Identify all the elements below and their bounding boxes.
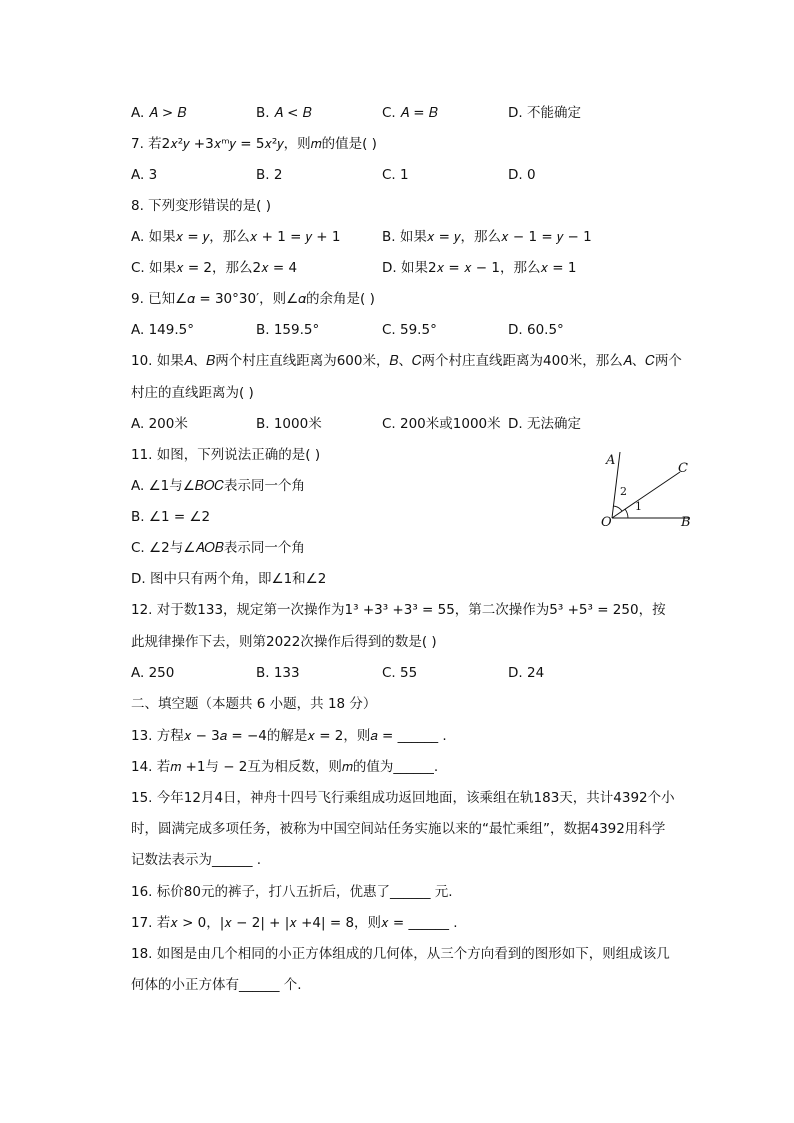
q7-option-c: C. 1 [382, 167, 409, 183]
q18-line2: 何体的小正方体有______ 个. [131, 977, 302, 993]
q12-stem-line1: 12. 对于数133，规定第一次操作为1³ +3³ +3³ = 55，第二次操作为5³ +5³ = 250，按 [131, 602, 666, 618]
q14: 14. 若𝑚 +1与 − 2互为相反数，则𝑚的值为______. [131, 759, 439, 775]
q12-option-d: D. 24 [508, 665, 545, 681]
q11-option-a: A. ∠1与∠𝐵𝑂𝐶表示同一个角 [131, 478, 305, 494]
q9-option-b: B. 159.5° [256, 322, 320, 338]
q8-option-a: A. 如果𝑥 = 𝑦，那么𝑥 + 1 = 𝑦 + 1 [131, 229, 341, 245]
q8-option-b: B. 如果𝑥 = 𝑦，那么𝑥 − 1 = 𝑦 − 1 [382, 229, 592, 245]
q12-stem-line2: 此规律操作下去，则第2022次操作后得到的数是( ) [131, 634, 437, 650]
q6-option-a: A. 𝐴 > 𝐵 [131, 105, 187, 121]
label-c: C [678, 461, 688, 476]
q11-option-c: C. ∠2与∠𝐴𝑂𝐵表示同一个角 [131, 540, 305, 556]
q6-option-c: C. 𝐴 = 𝐵 [382, 105, 438, 121]
q8-option-d: D. 如果2𝑥 = 𝑥 − 1，那么𝑥 = 1 [382, 260, 577, 276]
q9-stem: 9. 已知∠𝛼 = 30°30′，则∠𝛼的余角是( ) [131, 291, 375, 307]
q11-angle-figure [592, 448, 702, 532]
q7-options [131, 166, 691, 184]
angle-arc-1 [625, 509, 628, 518]
q10-option-a: A. 200米 [131, 416, 188, 432]
section-heading-fill-in: 二、填空题（本题共 6 小题，共 18 分） [131, 696, 377, 712]
q9-options [131, 321, 691, 339]
q10-options [131, 415, 691, 433]
q8-stem: 8. 下列变形错误的是( ) [131, 198, 271, 214]
q10-stem-line2: 村庄的直线距离为( ) [131, 385, 254, 401]
q13: 13. 方程𝑥 − 3𝑎 = −4的解是𝑥 = 2，则𝑎 = ______ . [131, 728, 447, 744]
q11-option-b: B. ∠1 = ∠2 [131, 509, 211, 525]
label-b: B [681, 515, 691, 530]
q8-options-ab [131, 228, 691, 246]
q10-stem-line1: 10. 如果𝐴、𝐵两个村庄直线距离为600米，𝐵、𝐶两个村庄直线距离为400米，那么𝐴、𝐶两个 [131, 353, 682, 369]
label-a: A [606, 453, 616, 468]
q10-option-c: C. 200米或1000米 [382, 416, 501, 432]
label-angle-2: 2 [620, 485, 627, 498]
angle-arc-2 [613, 506, 622, 511]
q16: 16. 标价80元的裤子，打八五折后，优惠了______ 元. [131, 884, 453, 900]
label-o: O [601, 515, 612, 530]
q12-options [131, 664, 691, 682]
q15-line3: 记数法表示为______ . [131, 852, 262, 868]
q8-option-c: C. 如果𝑥 = 2，那么2𝑥 = 4 [131, 260, 298, 276]
q9-option-a: A. 149.5° [131, 322, 194, 338]
q7-option-d: D. 0 [508, 167, 536, 183]
q6-option-b: B. 𝐴 < 𝐵 [256, 105, 312, 121]
q12-option-b: B. 133 [256, 665, 300, 681]
q6-options [131, 104, 691, 122]
q17: 17. 若𝑥 > 0，|𝑥 − 2| + |𝑥 +4| = 8，则𝑥 = ______ . [131, 915, 458, 931]
q12-option-a: A. 250 [131, 665, 175, 681]
label-angle-1: 1 [635, 500, 642, 513]
q10-option-d: D. 无法确定 [508, 416, 581, 432]
q7-option-b: B. 2 [256, 167, 283, 183]
q11-stem: 11. 如图，下列说法正确的是( ) [131, 447, 321, 463]
q7-stem: 7. 若2𝑥²𝑦 +3𝑥ᵐ𝑦 = 5𝑥²𝑦，则𝑚的值是( ) [131, 136, 377, 152]
q15-line2: 时，圆满完成多项任务，被称为中国空间站任务实施以来的“最忙乘组”，数据4392用科学 [131, 821, 666, 837]
q12-option-c: C. 55 [382, 665, 418, 681]
q18-line1: 18. 如图是由几个相同的小正方体组成的几何体，从三个方向看到的图形如下，则组成该几 [131, 946, 670, 962]
q8-options-cd [131, 259, 691, 277]
q9-option-c: C. 59.5° [382, 322, 437, 338]
q15-line1: 15. 今年12月4日，神舟十四号飞行乘组成功返回地面，该乘组在轨183天，共计4392个小 [131, 790, 675, 806]
q7-option-a: A. 3 [131, 167, 158, 183]
q11-option-d: D. 图中只有两个角，即∠1和∠2 [131, 571, 327, 587]
q9-option-d: D. 60.5° [508, 322, 564, 338]
q10-option-b: B. 1000米 [256, 416, 322, 432]
q6-option-d: D. 不能确定 [508, 105, 581, 121]
